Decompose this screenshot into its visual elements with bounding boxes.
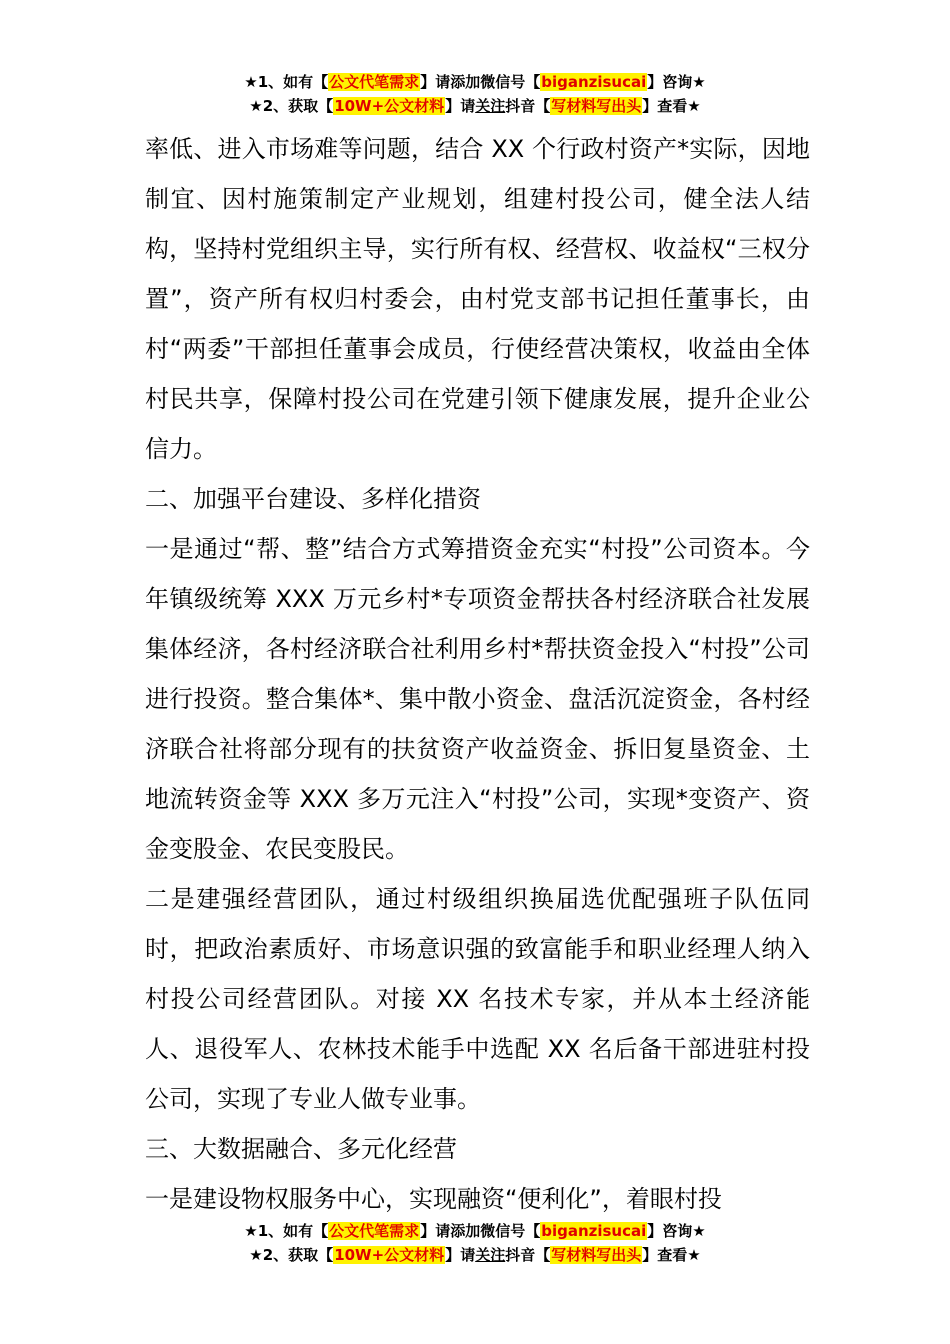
banner-text: ★1、如有【: [244, 73, 329, 91]
top-banner: [0, 70, 950, 118]
paragraph: 一是通过“帮、整”结合方式筹措资金充实“村投”公司资本。今年镇级统筹 XXX 万元乡村*专项资金帮扶各村经济联合社发展集体经济，各村经济联合社利用乡村*帮扶资金投入“村投”公司进行投资。整合集体*、集中散小资金、盘活沉淀资金，各村经济联合社将部分现有的扶贫资产收益资金、拆旧复垦资金、土地流转资金等 XXX 多万元注入“村投”公司，实现*变资产、资金变股金、农民变股民。: [145, 535, 810, 863]
banner-text: 抖音【: [505, 1246, 551, 1264]
banner-text: 】请: [445, 1246, 476, 1264]
banner-highlight: 公文代笔需求: [329, 1222, 420, 1240]
banner-text: ★1、如有【: [244, 1222, 329, 1240]
paragraph: 率低、进入市场难等问题，结合 XX 个行政村资产*实际，因地制宜、因村施策制定产业规划，组建村投公司，健全法人结构，坚持村党组织主导，实行所有权、经营权、收益权“三权分置”，资产所有权归村委会，由村党支部书记担任董事长，由村“两委”干部担任董事会成员，行使经营决策权，收益由全体村民共享，保障村投公司在党建引领下健康发展，提升企业公信力。: [145, 135, 810, 463]
banner-highlight: 公文代笔需求: [329, 73, 420, 91]
banner-text: 】请: [445, 97, 476, 115]
banner-text: 】咨询★: [647, 1222, 706, 1240]
banner-text: ★2、获取【: [249, 97, 334, 115]
banner-text: 】咨询★: [647, 73, 706, 91]
banner-text: 】查看★: [642, 1246, 701, 1264]
paragraph: 一是建设物权服务中心，实现融资“便利化”，着眼村投: [145, 1185, 722, 1213]
banner-line-2: [0, 94, 950, 118]
banner-underline-text: 关注: [475, 97, 506, 115]
section-heading: 二、加强平台建设、多样化措资: [145, 485, 481, 513]
banner-text: 】请添加微信号【: [420, 73, 541, 91]
banner-text: 】请添加微信号【: [420, 1222, 541, 1240]
banner-underline-text: 关注: [475, 1246, 506, 1264]
douyin-id-highlight: 写材料写出头: [551, 1246, 642, 1264]
banner-text: 】查看★: [642, 97, 701, 115]
banner-highlight: 10W+公文材料: [334, 97, 445, 115]
banner-highlight: 10W+公文材料: [334, 1246, 445, 1264]
wechat-id-highlight: biganzisucai: [541, 1222, 647, 1240]
banner-line-1: [0, 1219, 950, 1243]
document-body: [145, 124, 810, 1224]
banner-line-2: [0, 1243, 950, 1267]
banner-line-1: [0, 70, 950, 94]
bottom-banner: [0, 1219, 950, 1267]
wechat-id-highlight: biganzisucai: [541, 73, 647, 91]
douyin-id-highlight: 写材料写出头: [551, 97, 642, 115]
paragraph: 二是建强经营团队，通过村级组织换届选优配强班子队伍同时，把政治素质好、市场意识强的致富能手和职业经理人纳入村投公司经营团队。对接 XX 名技术专家，并从本土经济能人、退役军人、农林技术能手中选配 XX 名后备干部进驻村投公司，实现了专业人做专业事。: [145, 885, 810, 1113]
section-heading: 三、大数据融合、多元化经营: [145, 1135, 457, 1163]
banner-text: 抖音【: [505, 97, 551, 115]
banner-text: ★2、获取【: [249, 1246, 334, 1264]
